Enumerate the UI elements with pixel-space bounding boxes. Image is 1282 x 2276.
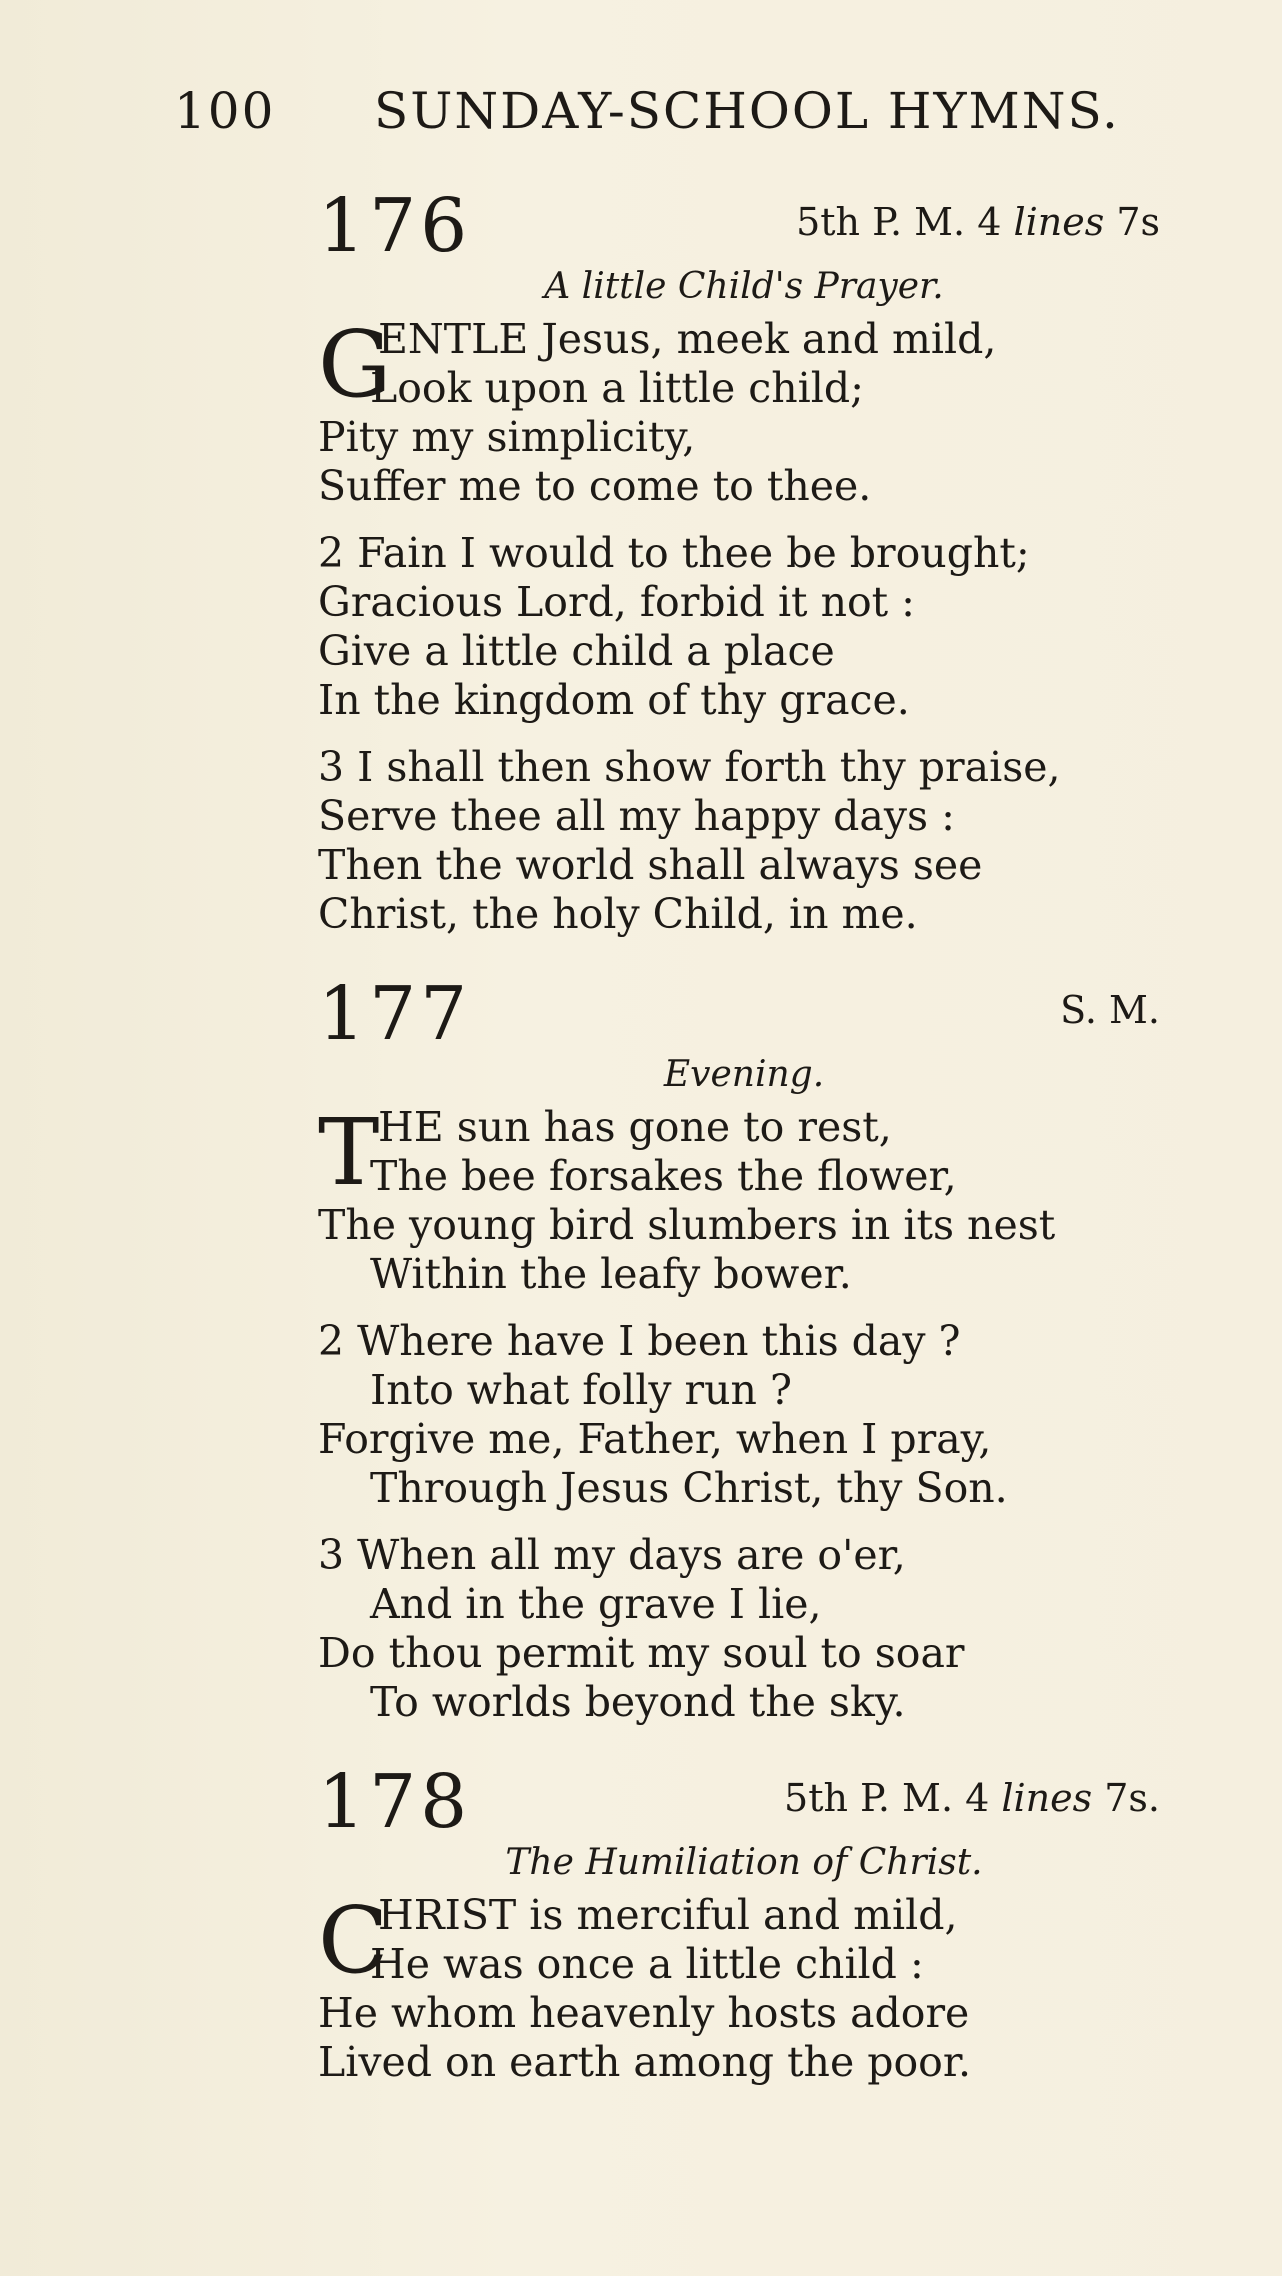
hymn-title: Evening. <box>663 1054 825 1095</box>
stanza <box>318 1099 1160 1299</box>
verse-line: Serve thee all my happy days : <box>318 792 955 840</box>
running-title: SUNDAY-SCHOOL HYMNS. <box>374 82 1120 140</box>
verse-line: Within the leafy bower. <box>370 1250 852 1298</box>
first-line: G ENTLE Jesus, meek and mild, <box>318 311 997 418</box>
stanza <box>318 529 1160 725</box>
hymn-title: A little Child's Prayer. <box>544 266 944 307</box>
running-header <box>174 82 1120 140</box>
verse-line: Then the world shall always see <box>318 841 983 889</box>
verse-line: The young bird slumbers in its nest <box>318 1201 1056 1249</box>
hymn-178 <box>318 1759 1160 2105</box>
first-line: T HE sun has gone to rest, <box>318 1099 892 1206</box>
verse-line: He was once a little child : <box>370 1940 924 1988</box>
verse-line: Through Jesus Christ, thy Son. <box>370 1464 1008 1512</box>
verse-line: The bee forsakes the flower, <box>370 1152 957 1200</box>
verse-line: Pity my simplicity, <box>318 413 696 461</box>
hymn-176 <box>318 183 1160 957</box>
verse-line: Christ, the holy Child, in me. <box>318 890 918 938</box>
stanza <box>318 311 1160 511</box>
verse-line: Forgive me, Father, when I pray, <box>318 1415 992 1463</box>
hymn-177 <box>318 971 1160 1745</box>
stanza <box>318 1531 1160 1727</box>
hymn-title: The Humiliation of Christ. <box>505 1842 983 1883</box>
verse-line: Look upon a little child; <box>370 364 864 412</box>
hymn-meter: 5th P. M. 4 lines 7s. <box>784 1776 1160 1820</box>
verse-line: 3 When all my days are o'er, <box>318 1531 906 1579</box>
stanza <box>318 743 1160 939</box>
hymn-number: 176 <box>318 183 472 269</box>
drop-cap: C <box>318 1887 389 1994</box>
verse-line: 2 Fain I would to thee be brought; <box>318 529 1030 577</box>
verse-line: Into what folly run ? <box>370 1366 792 1414</box>
hymn-number: 177 <box>318 971 472 1057</box>
hymn-number: 178 <box>318 1759 472 1845</box>
verse-line: In the kingdom of thy grace. <box>318 676 910 724</box>
verse-line: Do thou permit my soul to soar <box>318 1629 965 1677</box>
drop-cap: T <box>318 1099 380 1206</box>
verse-line: Give a little child a place <box>318 627 835 675</box>
verse-line: 2 Where have I been this day ? <box>318 1317 961 1365</box>
verse-line: Lived on earth among the poor. <box>318 2038 971 2086</box>
verse-line: He whom heavenly hosts adore <box>318 1989 970 2037</box>
first-line: C HRIST is merciful and mild, <box>318 1887 958 1994</box>
verse-line: Suffer me to come to thee. <box>318 462 872 510</box>
stanza <box>318 1317 1160 1513</box>
verse-line: And in the grave I lie, <box>370 1580 822 1628</box>
verse-line: Gracious Lord, forbid it not : <box>318 578 915 626</box>
verse-line: 3 I shall then show forth thy praise, <box>318 743 1061 791</box>
drop-cap: G <box>318 311 392 418</box>
hymn-meter: S. M. <box>1060 988 1160 1032</box>
hymn-meter: 5th P. M. 4 lines 7s <box>796 200 1160 244</box>
verse-line: To worlds beyond the sky. <box>370 1678 906 1726</box>
page-number: 100 <box>174 82 276 140</box>
stanza <box>318 1887 1160 2087</box>
